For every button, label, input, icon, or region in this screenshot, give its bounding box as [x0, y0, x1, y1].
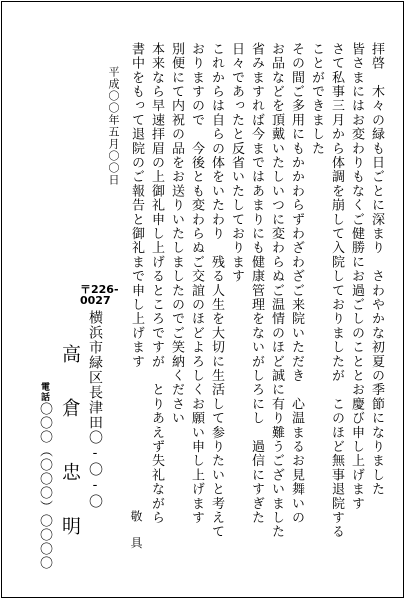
sender-telephone: [38, 382, 51, 570]
letter-line: 日々であったと反省いたしております: [229, 42, 244, 284]
letter-line: 省みますれば今まではあまりにも健康管理をないがしろにし 過信にすぎた: [249, 42, 264, 525]
letter-line: 別便にて内祝の品をお送りいたしましたのでご笑納ください: [169, 42, 184, 426]
postal-code-prefix: 〒226-: [80, 283, 119, 296]
letter-line: お品などを頂戴いたしいつに変わらぬご温情のほど誠に有り難うございました: [269, 42, 284, 539]
letter-line: 拝啓 木々の緑も日ごとに深まり さわやかな初夏の季節になりました: [369, 42, 384, 497]
sender-given-name-char: 忠: [59, 462, 81, 481]
letter-line: おりますので 今後とも変わらぬご交誼のほどよろしくお願い申し上げます: [189, 42, 204, 525]
sender-given-name-char: 明: [59, 516, 81, 535]
postal-code: [80, 284, 119, 306]
letter-line: ことができました: [309, 42, 324, 156]
letter-line: 本来なら早速拝眉の上御礼申し上げるところですが とりあえず失礼ながら: [149, 42, 164, 525]
postal-code-suffix: 0027: [80, 294, 111, 307]
letter-line: これからは自らの体をいたわり 残る人生を大切に生活して参りたいと考えて: [209, 42, 224, 539]
letter-line: 皆さまにはお変わりもなくご健勝にお過ごしのこととお慶び申し上げます: [349, 42, 364, 511]
sender-address: 横浜市緑区長津田〇-〇-〇: [87, 310, 103, 509]
sender-surname-char: 倉: [59, 398, 81, 417]
telephone-label: 電話: [39, 382, 49, 402]
letter-line: 書中をもって退院のご報告と御礼まで申し上げます: [129, 42, 144, 369]
sender-surname-char: 高: [59, 344, 81, 363]
closing-keigu: 敬 具: [129, 510, 143, 550]
telephone-number: 〇〇〇（〇〇〇）〇〇〇〇: [37, 402, 52, 570]
letter-line: さて私事三月から体調を崩して入院しておりましたが このほど無事退院する: [329, 42, 344, 539]
letter-line: その間ご多用にもかかわらずわざわざご来院いただき 心温まるお見舞いの: [289, 42, 304, 525]
letter-date: 平成〇〇年五月〇〇日: [107, 66, 120, 186]
